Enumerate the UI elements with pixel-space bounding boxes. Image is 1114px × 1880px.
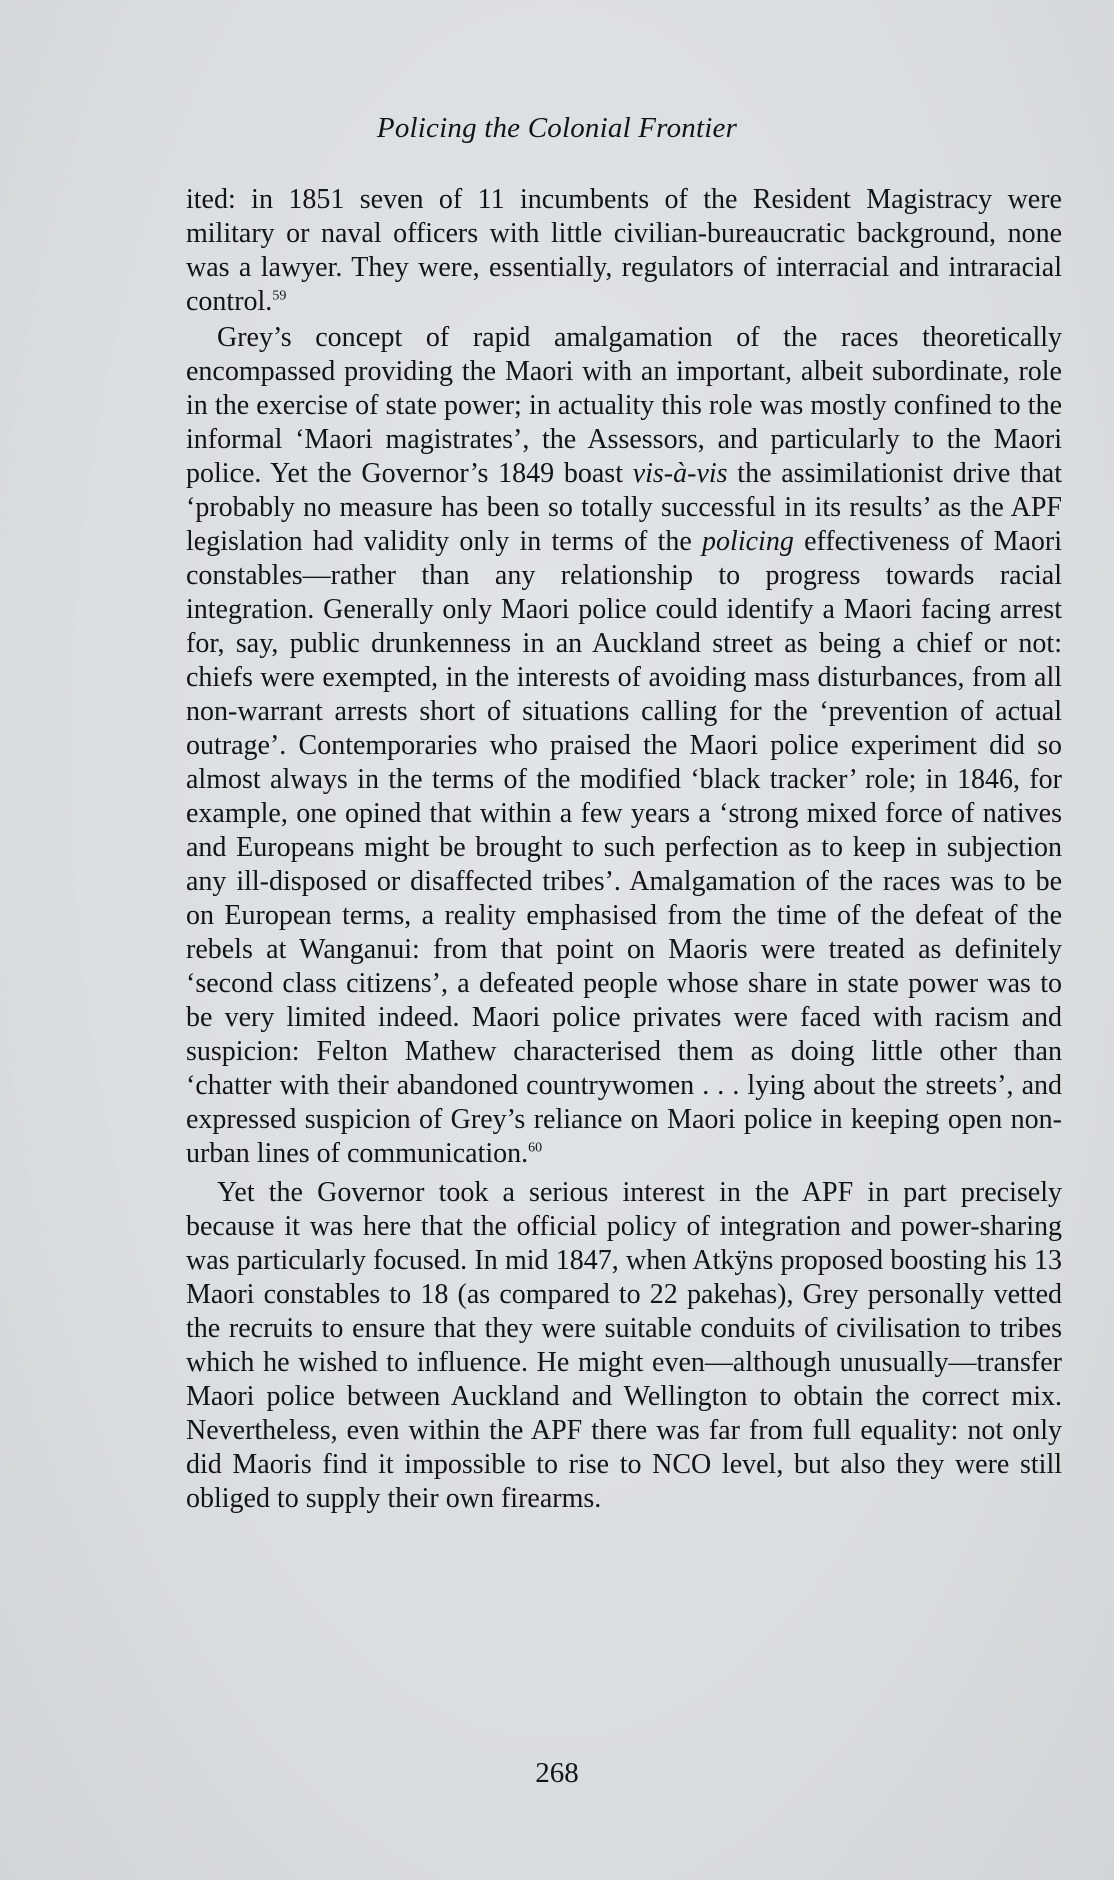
body-text <box>186 183 1062 1516</box>
paragraph-3 <box>186 1176 1062 1516</box>
italic-phrase: policing <box>702 526 794 557</box>
page-number: 268 <box>535 1757 579 1789</box>
text-run: the assimilationist drive that ‘probably no measure has been so totally successful in its results’ as the APF legislation had validity only in terms of the <box>186 458 1062 557</box>
paragraph-1 <box>186 183 1062 319</box>
paragraph-2 <box>186 321 1062 1171</box>
text-run: Yet the Governor took a serious interest in the APF in part precisely because it was here that the official policy of integration and power-sharing was particularly focused. In mid 1847, when Atkÿns proposed boosting his 13 Maori constables to 18 (as compared to 22 pakehas), Grey personally vetted the recruits to ensure that they were suitable conduits of civilisation to tribes which he wished to influence. He might even—although unusually—transfer Maori police between Auckland and Wellington to obtain the correct mix. Nevertheless, even within the APF there was far from full equality: not only did Maoris find it impossible to rise to NCO level, but also they were still obliged to supply their own firearms. <box>186 1177 1062 1514</box>
footnote-ref-59: 59 <box>272 288 287 304</box>
text-run: effectiveness of Maori constables—rather than any relationship to progress towards racial integration. Generally only Maori police could identify a Maori facing arrest for, say, public drunkenness in an Auckland street as being a chief or not: chiefs were exempted, in the interests of avoiding mass disturbances, from all non-warrant arrests short of situations calling for the ‘prevention of actual outrage’. Contemporaries who praised the Maori police experiment did so almost always in the terms of the modified ‘black tracker’ role; in 1846, for example, one opined that within a few years a ‘strong mixed force of natives and Europeans might be brought to such perfection as to keep in subjection any ill-disposed or disaffected tribes’. Amalgamation of the races was to be on European terms, a reality emphasised from the time of the defeat of the rebels at Wanganui: from that point on Maoris were treated as definitely ‘second class citizens’, a defeated people whose share in state power was to be very limited indeed. Maori police privates were faced with racism and suspicion: Felton Mathew characterised them as doing little other than ‘chatter with their abandoned countrywomen . . . lying about the streets’, and expressed suspicion of Grey’s reliance on Maori police in keeping open non-urban lines of communication. <box>186 526 1062 1169</box>
italic-phrase: vis-à-vis <box>632 458 728 489</box>
footnote-ref-60: 60 <box>528 1140 543 1156</box>
running-head: Policing the Colonial Frontier <box>376 112 738 144</box>
text-run: Grey’s concept of rapid amalgamation of the races theoretically encompassed providing the Maori with an important, albeit subordinate, role in the exercise of state power; in actuality this role was mostly confined to the informal ‘Maori magistrates’, the Assessors, and particularly to the Maori police. Yet the Governor’s 1849 boast <box>186 322 1062 489</box>
text-run: ited: in 1851 seven of 11 incumbents of the Resident Magistracy were military or naval officers with little civilian-bureaucratic background, none was a lawyer. They were, essentially, regulators of interracial and intraracial control. <box>186 184 1062 317</box>
